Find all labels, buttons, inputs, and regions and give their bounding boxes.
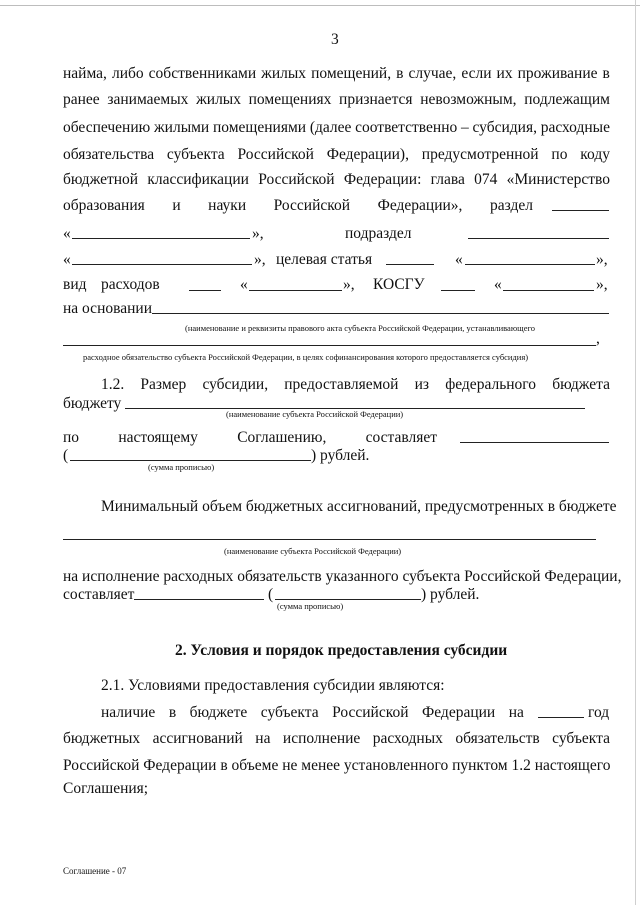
podrazdel-label: подраздел <box>345 225 412 242</box>
word: Российской <box>237 146 314 163</box>
word: предусмотренной <box>421 146 539 163</box>
legal-act-blank-2 <box>63 345 596 346</box>
word: в <box>168 704 177 721</box>
quote-close: », <box>254 251 266 268</box>
quote-open: « <box>63 251 71 268</box>
text-line-1 <box>63 64 610 84</box>
word: на <box>508 704 524 721</box>
footer-label: Соглашение - 07 <box>63 866 127 876</box>
word: Федерации: <box>343 171 422 188</box>
word: если <box>461 65 492 82</box>
kosgu-name-blank <box>503 290 594 291</box>
word: исполнение <box>282 730 361 747</box>
basis-label: на основании <box>63 300 152 317</box>
word: найма, <box>63 65 107 82</box>
word: предоставляемой <box>284 376 399 393</box>
legal-act-blank <box>152 313 609 314</box>
word: Российской <box>332 704 409 721</box>
word: субъекта <box>260 704 319 721</box>
word: помещениях <box>248 91 332 108</box>
year-blank <box>538 717 584 718</box>
word: Федерации <box>422 704 496 721</box>
word: их <box>496 65 513 82</box>
makes-label: составляет <box>63 586 135 603</box>
word: жилых <box>196 91 241 108</box>
quote-open: « <box>240 276 248 293</box>
word: бюджетной <box>63 171 139 188</box>
text-line-2 <box>63 90 610 110</box>
word: раздел <box>489 197 533 214</box>
vid-label: вид <box>63 276 87 293</box>
text-line-6 <box>63 196 533 216</box>
word: жилых <box>261 65 307 82</box>
rubles-label: ) рублей. <box>421 586 480 603</box>
word: Соглашению, <box>237 429 327 446</box>
word: на <box>255 730 271 747</box>
min-amount-blank <box>134 599 264 600</box>
min-amount-words-blank <box>275 599 421 600</box>
year-label: год <box>588 704 610 721</box>
word: составляет <box>365 429 437 446</box>
amount-blank <box>460 442 609 443</box>
word: невозможным, <box>420 91 517 108</box>
paren-open: ( <box>268 586 274 603</box>
subject-name-caption-2: (наименование субъекта Российской Федерации) <box>224 546 402 556</box>
word: науки <box>208 197 247 214</box>
legal-act-caption: (наименование и реквизиты правового акта субъекта Российской Федерации, устанавливающего <box>185 323 536 333</box>
word: глава <box>430 171 465 188</box>
word: случае, <box>408 65 457 82</box>
condition-line-4: Соглашения; <box>63 780 149 797</box>
word: коду <box>580 146 610 163</box>
quote-close: », <box>596 251 608 268</box>
word: расходных <box>372 730 443 747</box>
word: Российской <box>273 197 351 214</box>
word: занимаемых <box>107 91 189 108</box>
word: ранее <box>63 91 100 108</box>
word: настоящему <box>118 429 198 446</box>
quote-close: », <box>596 276 608 293</box>
subject-name-blank-2 <box>63 539 596 540</box>
word: образования <box>63 197 145 214</box>
podrazdel-name-blank <box>72 264 252 265</box>
word: расходные <box>540 119 610 136</box>
word: федерального <box>445 376 537 393</box>
amount-words-blank <box>70 460 311 461</box>
budget-label: бюджету <box>63 395 122 412</box>
word: по <box>63 429 80 446</box>
text-line-5 <box>63 170 610 190</box>
word: Размер <box>140 376 187 393</box>
legal-act-caption-2: расходное обязательство субъекта Российской Федерации, в целях софинансирования которого предоставляется субсидия) <box>83 352 529 362</box>
word: подлежащим <box>524 91 610 108</box>
agreement-amount-line <box>63 428 437 448</box>
word: из <box>414 376 430 393</box>
word: обеспечению <box>63 119 151 136</box>
rashodov-label: расходов <box>101 276 160 293</box>
word: наличие <box>101 704 156 721</box>
page-top-edge <box>0 0 640 6</box>
word: и <box>172 197 181 214</box>
quote-close: », <box>343 276 355 293</box>
target-article-name-blank <box>465 264 595 265</box>
subsidy-size-line <box>101 375 610 395</box>
condition-line-1 <box>101 703 524 723</box>
min-amount-caption: (сумма прописью) <box>277 601 344 611</box>
podrazdel-blank <box>468 238 609 239</box>
word: помещениями <box>212 119 307 136</box>
word: 074 <box>474 171 498 188</box>
target-article-label: целевая статья <box>276 251 373 268</box>
word: бюджетных <box>63 730 141 747</box>
word: (далее <box>309 119 352 136</box>
target-article-blank <box>386 264 434 265</box>
kosgu-label: КОСГУ <box>373 276 425 293</box>
word: – <box>461 119 469 136</box>
execution-text: на исполнение расходных обязательств указанного субъекта Российской Федерации, <box>63 568 622 585</box>
quote-open: « <box>63 225 71 242</box>
quote-open: « <box>494 276 502 293</box>
section-heading: 2. Условия и порядок предоставления субсидии <box>175 642 508 659</box>
word: классификации <box>147 171 249 188</box>
word: в <box>396 65 404 82</box>
condition-line-3: Российской Федерации в объеме не менее установленного пунктом 1.2 настоящего <box>63 757 611 774</box>
amount-words-caption: (сумма прописью) <box>148 462 215 472</box>
word: субъекта <box>552 730 610 747</box>
word: проживание <box>517 65 598 82</box>
kosgu-blank <box>441 290 475 291</box>
word: признается <box>339 91 413 108</box>
word: субсидии, <box>202 376 269 393</box>
condition-line-2 <box>63 729 610 749</box>
rubles-label: ) рублей. <box>311 447 370 464</box>
page-number: 3 <box>331 31 339 48</box>
word: помещений, <box>311 65 392 82</box>
word: бюджета <box>552 376 610 393</box>
quote-close: », <box>252 225 264 242</box>
word: Федерации», <box>377 197 463 214</box>
text-line-3 <box>63 118 610 138</box>
page-right-edge <box>635 0 640 905</box>
word: собственниками <box>148 65 257 82</box>
word: бюджете <box>189 704 248 721</box>
word: в <box>602 65 610 82</box>
word: обязательства <box>63 146 155 163</box>
word: по <box>551 146 568 163</box>
comma: , <box>596 330 600 347</box>
word: жилыми <box>153 119 210 136</box>
word: либо <box>111 65 144 82</box>
word: Российской <box>258 171 335 188</box>
word: 1.2. <box>101 376 125 393</box>
paren-open: ( <box>63 447 69 464</box>
vid-rashodov-blank <box>189 290 221 291</box>
quote-open: « <box>455 251 463 268</box>
vid-rashodov-name-blank <box>249 290 342 291</box>
word: обязательств <box>455 730 540 747</box>
word: «Министерство <box>506 171 610 188</box>
conditions-intro: 2.1. Условиями предоставления субсидии являются: <box>101 677 445 694</box>
subject-name-caption: (наименование субъекта Российской Федерации) <box>226 409 404 419</box>
word: ассигнований <box>152 730 243 747</box>
min-volume-text: Минимальный объем бюджетных ассигнований, предусмотренных в бюджете <box>101 498 617 515</box>
word: Федерации), <box>326 146 409 163</box>
razdel-blank <box>552 210 609 211</box>
word: соответственно <box>355 119 458 136</box>
razdel-name-blank <box>72 238 250 239</box>
word: субъекта <box>166 146 225 163</box>
word: субсидия, <box>472 119 537 136</box>
text-line-4 <box>63 145 610 165</box>
